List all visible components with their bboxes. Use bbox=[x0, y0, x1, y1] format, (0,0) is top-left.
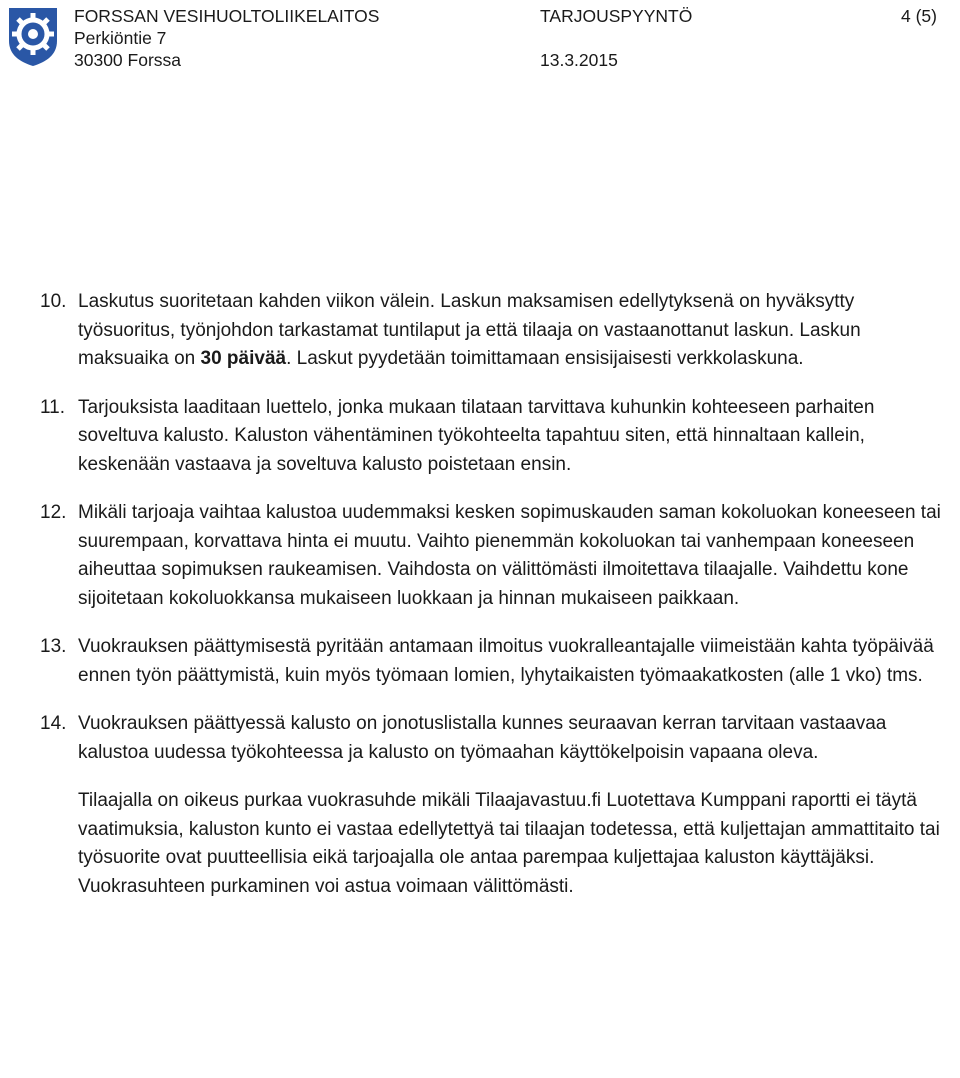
document-body bbox=[40, 288, 945, 901]
item-number: 12. bbox=[40, 502, 67, 523]
list-item bbox=[40, 633, 945, 690]
item-text: Vuokrauksen päättymisestä pyritään antamaan ilmoitus vuokralleantajalle viimeistään kahta työpäivää ennen työn päättymistä, kuin myös työmaan lomien, lyhytaikaisten työmaakatkosten (alle 1 vko) tms. bbox=[78, 636, 934, 686]
document-date: 13.3.2015 bbox=[540, 50, 618, 70]
page-header bbox=[0, 0, 960, 80]
item-text-part: Laskutus suoritetaan kahden viikon välein. Laskun maksamisen edellytyksenä on hyväksytty työsuoritus, työnjohdon tarkastamat tuntilaput ja että tilaaja on vastaanottanut laskun. Laskun maksuaika on bbox=[78, 291, 861, 369]
list-item bbox=[40, 499, 945, 613]
closing-paragraph: Tilaajalla on oikeus purkaa vuokrasuhde mikäli Tilaajavastuu.fi Luotettava Kumppani raportti ei täytä vaatimuksia, kaluston kunto ei vastaa edellytettyä tai tilaajan todetessa, että kuljettajan ammattitaito tai työsuorite ovat puutteellisia eikä tarjoajalla ole antaa parempaa kuljettajaa kaluston käyttäjäksi. Vuokrasuhteen purkaminen voi astua voimaan välittömästi. bbox=[78, 790, 940, 897]
item-number: 11. bbox=[40, 396, 66, 418]
item-number: 13. bbox=[40, 636, 67, 657]
list-item bbox=[40, 288, 945, 374]
payment-term-emphasis: 30 päivää bbox=[200, 348, 287, 369]
item-text: Mikäli tarjoaja vaihtaa kalustoa uudemmaksi kesken sopimuskauden saman kokoluokan koneeseen tai suurempaan, korvattava hinta ei muutu. Vaihto pienemmän kokoluokan tai vanhempaan koneeseen aiheuttaa sopimuksen raukeamisen. Vaihdosta on välittömästi ilmoitettava tilaajalle. Vaihdettu kone sijoitetaan kokoluokkansa mukaiseen luokkaan ja hinnan mukaiseen paikkaan. bbox=[78, 502, 941, 609]
document-type: TARJOUSPYYNTÖ bbox=[540, 6, 693, 26]
item-text-part: . Laskut pyydetään toimittamaan ensisijaisesti verkkolaskuna. bbox=[286, 348, 804, 369]
item-number: 10. bbox=[40, 291, 67, 312]
item-text: Tarjouksista laaditaan luettelo, jonka mukaan tilataan tarvittava kuhunkin kohteeseen parhaiten soveltuva kalusto. Kaluston vähentäminen työkohteelta tapahtuu siten, että hinnaltaan kallein, keskenään vastaava ja soveltuva kalusto poistetaan ensin. bbox=[78, 396, 875, 475]
postal-address: 30300 Forssa bbox=[74, 50, 182, 70]
list-item bbox=[40, 394, 945, 480]
item-number: 14. bbox=[40, 713, 67, 734]
organization-name: FORSSAN VESIHUOLTOLIIKELAITOS bbox=[74, 6, 380, 26]
forssa-coat-of-arms-icon bbox=[6, 5, 60, 67]
item-text: Vuokrauksen päättyessä kalusto on jonotuslistalla kunnes seuraavan kerran tarvitaan vastaavaa kalustoa uudessa työkohteessa ja kalusto on työmaahan käyttökelpoisin vapaana oleva. bbox=[78, 713, 887, 763]
item-text bbox=[78, 288, 945, 374]
list-item bbox=[40, 710, 945, 767]
page-number: 4 (5) bbox=[901, 6, 937, 26]
street-address: Perkiöntie 7 bbox=[74, 28, 167, 48]
